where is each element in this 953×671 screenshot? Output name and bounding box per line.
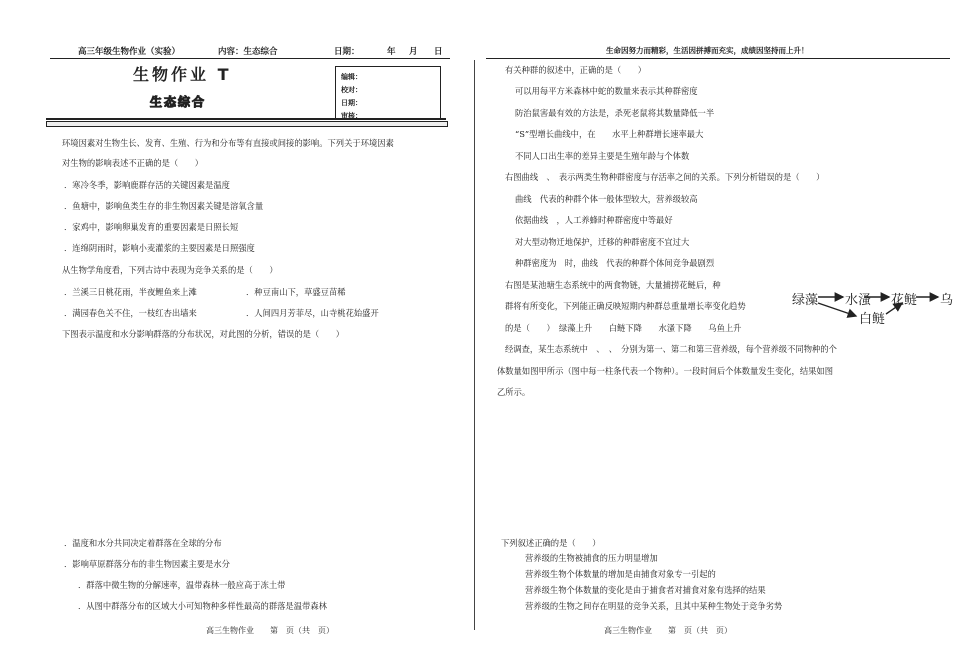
q5-stem: 右图曲线 、 表示两类生物种群密度与存活率之间的关系。下列分析错误的是（ ） <box>505 172 825 182</box>
q6-line3: 的是（ ） 绿藻上升 白鲢下降 水溞下降 乌鱼上升 <box>505 323 742 333</box>
q4-option-a: 可以用每平方米森林中蛇的数量来表示其种群密度 <box>515 86 698 96</box>
info-proofread-label: 校对： <box>341 86 362 94</box>
q1-option-a: ．寒冷冬季，影响鹿群存活的关键因素是温度 <box>64 180 230 190</box>
q5-option-d: 种群密度为 时，曲线 代表的种群个体间竞争最剧烈 <box>515 258 715 268</box>
page-subtitle: 生态综合 <box>150 95 207 109</box>
q2-option-c: ．满园春色关不住，一枝红杏出墙来 <box>64 308 197 318</box>
header-year: 年 <box>387 47 396 57</box>
arrow-silver-to-bighead <box>886 303 902 314</box>
food-web-node-snakehead: 乌 <box>940 293 953 308</box>
q5-option-a: 曲线 代表的种群个体一般体型较大，营养级较高 <box>515 194 698 204</box>
q2-option-a: ．兰溪三日桃花雨，半夜鲤鱼来上滩 <box>64 287 197 297</box>
header-date-label: 日期： <box>334 47 360 57</box>
q3-option-c: ．群落中微生物的分解速率，温带森林一般应高于冻土带 <box>78 580 286 590</box>
info-date-label: 日期： <box>341 99 362 107</box>
info-review-label: 审核： <box>341 112 362 120</box>
q1-option-d: ．连绵阴雨时，影响小麦灌浆的主要因素是日照强度 <box>64 243 255 253</box>
q2-option-d: ．人间四月芳菲尽，山寺桃花始盛开 <box>246 308 379 318</box>
q3-option-a: ．温度和水分共同决定着群落在全球的分布 <box>64 538 222 548</box>
q2-option-b: ．种豆南山下，草盛豆苗稀 <box>246 287 346 297</box>
header-month: 月 <box>409 47 418 57</box>
column-divider <box>474 60 475 630</box>
q8-stem: 下列叙述正确的是（ ） <box>501 538 601 548</box>
q8-option-a: 营养级的生物被捕食的压力明显增加 <box>525 553 658 563</box>
q8-option-c: 营养级生物个体数量的变化是由于捕食者对捕食对象有选择的结果 <box>525 585 766 595</box>
arrow-algae-to-silver <box>818 303 856 316</box>
q6-line2: 群将有所变化，下列能正确反映短期内种群总重量增长率变化趋势 <box>505 301 746 311</box>
header-rule-right <box>486 58 950 59</box>
header-day: 日 <box>434 47 443 57</box>
food-web-node-bighead-carp: 花鲢 <box>891 293 918 308</box>
q1-option-c: ．家鸡中，影响卵巢发育的重要因素是日照长短 <box>64 222 239 232</box>
q8-option-d: 营养级的生物之间存在明显的竞争关系，且其中某种生物处于竞争劣势 <box>525 601 783 611</box>
q4-option-c: “S”型增长曲线中，在 水平上种群增长速率最大 <box>515 129 704 139</box>
info-editor-label: 编辑： <box>341 73 362 81</box>
food-web-node-silver-carp: 白鲢 <box>859 312 886 327</box>
header-rule-left <box>50 58 450 59</box>
header-content-label: 内容：生态综合 <box>218 47 278 57</box>
q1-stem-line1: 环境因素对生物生长、发育、生殖、行为和分布等有直接或间接的影响。下列关于环境因素 <box>62 138 394 148</box>
title-bar <box>46 121 448 127</box>
q4-option-d: 不同人口出生率的差异主要是生殖年龄与个体数 <box>515 151 690 161</box>
q1-option-b: ．鱼塘中，影响鱼类生存的非生物因素关键是溶氧含量 <box>64 201 264 211</box>
q3-stem: 下图表示温度和水分影响群落的分布状况，对此图的分析，错误的是（ ） <box>62 329 345 339</box>
q4-stem: 有关种群的叙述中，正确的是（ ） <box>505 65 647 75</box>
q4-option-b: 防治鼠害最有效的方法是，杀死老鼠将其数量降低一半 <box>515 108 715 118</box>
q5-option-c: 对大型动物迁地保护，迁移的种群密度不宜过大 <box>515 237 690 247</box>
q3-option-b: ．影响草原群落分布的非生物因素主要是水分 <box>64 559 230 569</box>
q7-line2: 体数量如图甲所示（图中每一柱条代表一个物种）。一段时间后个体数量发生变化，结果如图 <box>497 366 834 376</box>
food-web-node-green-algae: 绿藻 <box>792 293 819 308</box>
q6-line1: 右图是某池塘生态系统中的两食物链，大量捕捞花鲢后，种 <box>505 280 721 290</box>
header-motto: 生命因努力而精彩，生活因拼搏而充实，成绩因坚持而上升！ <box>606 46 809 55</box>
food-web-arrows <box>780 280 950 330</box>
food-web-node-daphnia: 水溞 <box>845 293 872 308</box>
page-title: 生物作业 T <box>133 65 232 84</box>
q7-line3: 乙所示。 <box>497 387 531 397</box>
q3-option-d: ．从图中群落分布的区域大小可知物种多样性最高的群落是温带森林 <box>78 601 327 611</box>
footer-right-page: 高三生物作业 第 页（共 页） <box>604 626 732 635</box>
header-grade-label: 高三年级生物作业（实验） <box>78 47 181 57</box>
q1-stem-line2: 对生物的影响表述不正确的是（ ） <box>62 158 204 168</box>
q2-stem: 从生物学角度看，下列古诗中表现为竞争关系的是（ ） <box>62 265 278 275</box>
q5-option-b: 依据曲线 ，人工养蜂时种群密度中等最好 <box>515 215 673 225</box>
q7-line1: 经调查，某生态系统中 、 、 分别为第一、第二和第三营养级，每个营养级不同物种的个 <box>505 344 837 354</box>
q8-option-b: 营养级生物个体数量的增加是由捕食对象专一引起的 <box>525 569 716 579</box>
footer-left-page: 高三生物作业 第 页（共 页） <box>206 626 334 635</box>
